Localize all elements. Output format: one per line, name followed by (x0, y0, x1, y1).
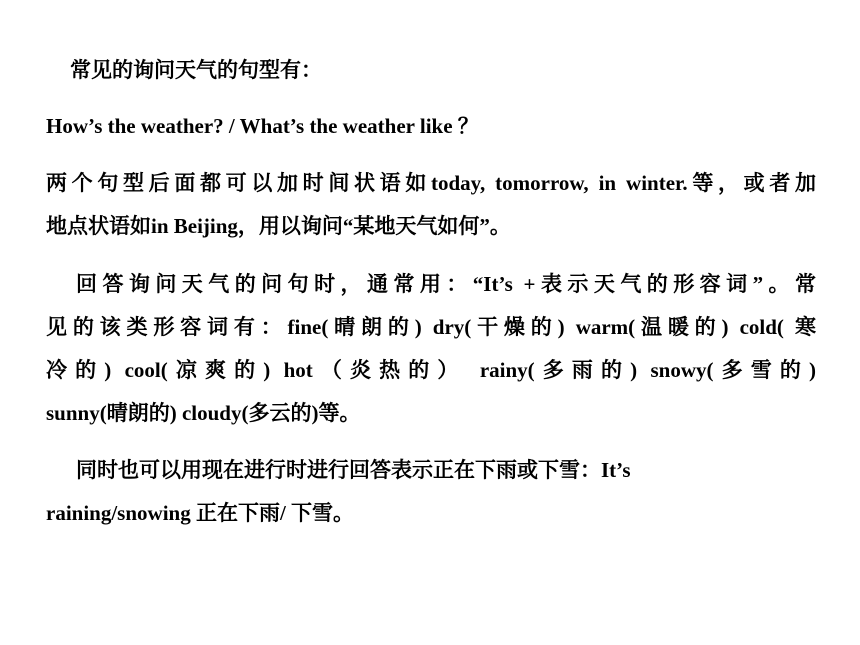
paragraph2-line1: 回答询问天气的问句时，通常用：“It’s +表示天气的形容词”。常 (76, 272, 816, 296)
paragraph2-line3: 冷的) cool(凉爽的) hot（炎热的） rainy(多雨的) snowy(多雪的) (46, 358, 816, 382)
question-patterns-line: How’s the weather? / What’s the weather like ？ (46, 114, 479, 138)
heading-line: 常见的询问天气的句型有： (70, 58, 322, 82)
paragraph1-line2: 地点状语如in Beijing，用以询问“某地天气如何”。 (46, 214, 511, 238)
paragraph1-line1: 两个句型后面都可以加时间状语如today, tomorrow, in winter.等，或者加 (46, 171, 816, 195)
paragraph3-line2: raining/snowing 正在下雨/ 下雪。 (46, 501, 355, 525)
paragraph2-line2: 见的该类形容词有：fine(晴朗的) dry(干燥的) warm(温暖的) cold( 寒 (46, 315, 816, 339)
paragraph2-line4: sunny(晴朗的) cloudy(多云的)等。 (46, 401, 361, 425)
paragraph3-line1: 同时也可以用现在进行时进行回答表示正在下雨或下雪：It’s (76, 458, 631, 482)
